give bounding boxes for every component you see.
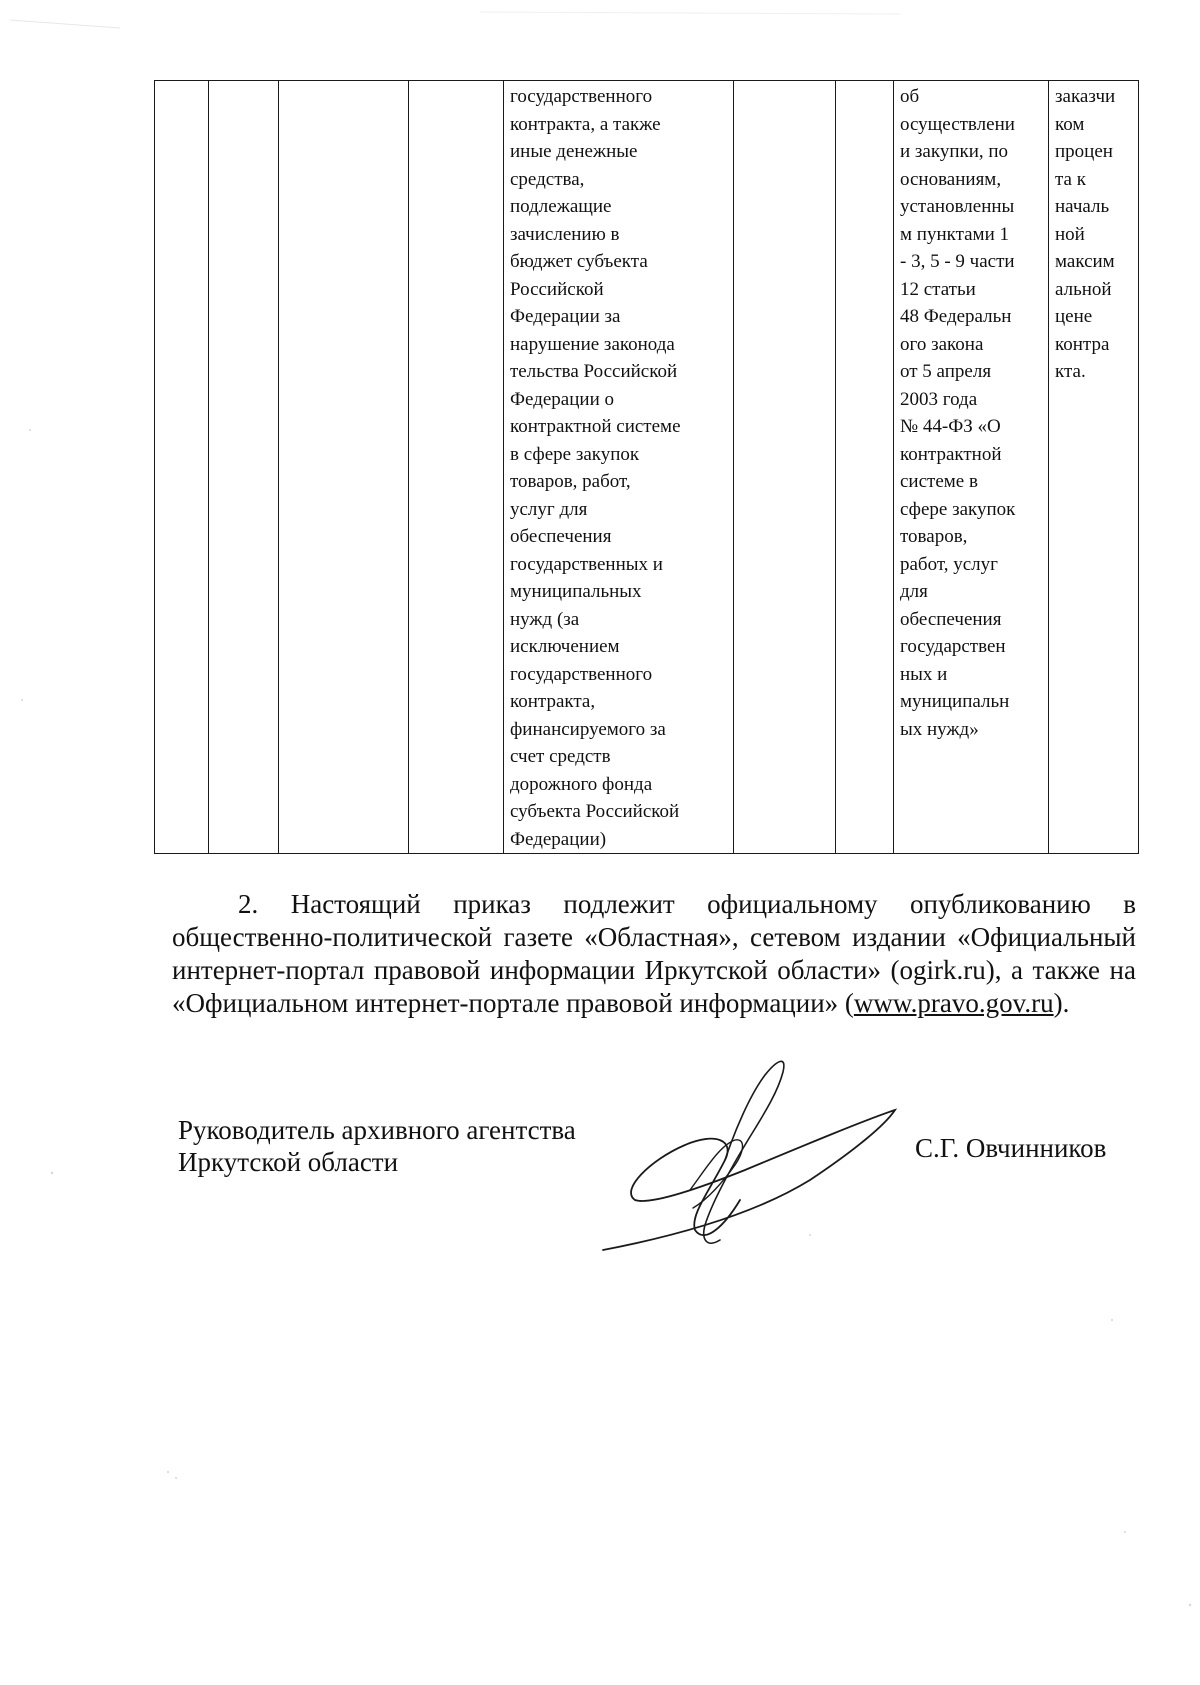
cell-description-text: государственного контракта, а также иные денежные средства, подлежащие зачислению в бюджет субъекта Российской Федерации за нарушение законода тельства Российской Федерации о контрактной системе в сфере закупок товаров, работ, услуг для обеспечения государственных и муниципальных нужд (за исключением государственного контракта, финансируемого за счет средств дорожного фонда субъекта Российской Федерации) <box>510 86 681 850</box>
table-cell-description <box>504 81 734 854</box>
cell-percent-note-text: заказчи ком процен та к началь ной максим альной цене контра кта. <box>1055 86 1116 382</box>
table-cell-empty-1 <box>155 81 209 854</box>
signer-title-line-2: Иркутской области <box>178 1147 399 1177</box>
paragraph-number: 2. <box>238 889 259 919</box>
pravo-link[interactable]: www.pravo.gov.ru <box>853 988 1054 1018</box>
publication-paragraph <box>172 888 1136 1020</box>
table-cell-legal-basis <box>894 81 1049 854</box>
data-table <box>154 80 1139 854</box>
paragraph-text-end: ). <box>1053 988 1070 1018</box>
paragraph-text: Настоящий приказ подлежит официальному опубликованию в общественно-политической газете «Областная», сетевом издании «Официальный интернет-портал правовой информации Иркутской области» (ogirk.ru), а также на «Официальном интернет-портале правовой информации» ( <box>172 889 1136 1018</box>
table-cell-empty-2 <box>209 81 279 854</box>
table-cell-empty-6 <box>734 81 836 854</box>
table-cell-empty-7 <box>836 81 894 854</box>
cell-legal-basis-text: об осуществлени и закупки, по основаниям, установленны м пунктами 1 - 3, 5 - 9 части 12 статьи 48 Федеральн ого закона от 5 апреля 2003 года № 44-ФЗ «О контрактной системе в сфере закупок товаров, работ, услуг для обеспечения государствен ных и муниципальн ых нужд» <box>900 86 1016 740</box>
signer-title <box>178 1114 576 1178</box>
signer-name: С.Г. Овчинников <box>915 1133 1107 1163</box>
table-cell-empty-3 <box>279 81 409 854</box>
table-row <box>155 81 1139 854</box>
signer-title-line-1: Руководитель архивного агентства <box>178 1115 576 1145</box>
table-cell-empty-4 <box>409 81 504 854</box>
handwritten-signature <box>595 1050 905 1260</box>
table-cell-percent-note <box>1049 81 1139 854</box>
